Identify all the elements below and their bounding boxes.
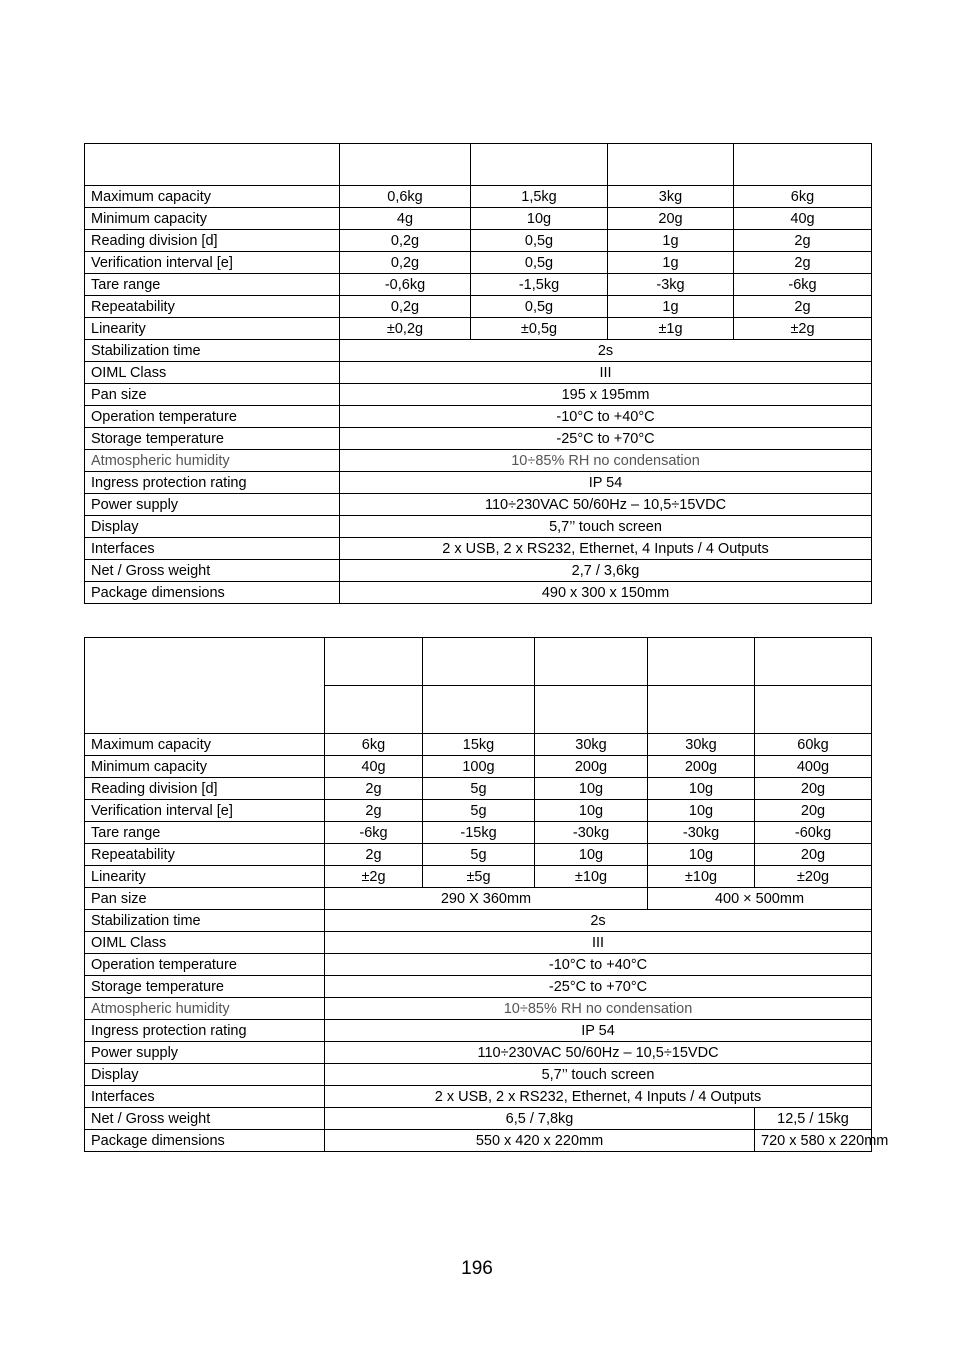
header-cell <box>755 686 872 734</box>
cell: 40g <box>734 208 872 230</box>
table-row <box>85 1064 872 1086</box>
cell: -10°C to +40°C <box>325 954 872 976</box>
table-row <box>85 384 872 406</box>
cell: 490 x 300 x 150mm <box>340 582 872 604</box>
cell: 100g <box>423 756 535 778</box>
row-label: Pan size <box>85 384 340 406</box>
cell: IP 54 <box>340 472 872 494</box>
cell: 3kg <box>608 186 734 208</box>
cell: ±2g <box>734 318 872 340</box>
header-cell <box>648 638 755 686</box>
cell: 0,6kg <box>340 186 471 208</box>
cell: 10g <box>535 778 648 800</box>
cell: 0,5g <box>471 230 608 252</box>
table-row <box>85 494 872 516</box>
cell: 200g <box>535 756 648 778</box>
table-row <box>85 582 872 604</box>
table-row <box>85 428 872 450</box>
cell: 1,5kg <box>471 186 608 208</box>
cell: 2 x USB, 2 x RS232, Ethernet, 4 Inputs / 4 Outputs <box>340 538 872 560</box>
cell: 10g <box>535 844 648 866</box>
row-label: Power supply <box>85 494 340 516</box>
cell: 10g <box>471 208 608 230</box>
cell: 290 X 360mm <box>325 888 648 910</box>
cell: 110÷230VAC 50/60Hz – 10,5÷15VDC <box>340 494 872 516</box>
row-label: Atmospheric humidity <box>85 998 325 1020</box>
header-cell <box>325 638 423 686</box>
cell: 20g <box>755 800 872 822</box>
cell: 195 x 195mm <box>340 384 872 406</box>
cell: -25°C to +70°C <box>340 428 872 450</box>
row-label: Display <box>85 1064 325 1086</box>
row-label: Pan size <box>85 888 325 910</box>
table-row <box>85 844 872 866</box>
header-cell <box>325 686 423 734</box>
cell: 2g <box>734 296 872 318</box>
table-row <box>85 734 872 756</box>
table-row <box>85 1130 872 1152</box>
row-label: Stabilization time <box>85 340 340 362</box>
cell: 0,2g <box>340 252 471 274</box>
cell: 40g <box>325 756 423 778</box>
row-label: Verification interval [e] <box>85 252 340 274</box>
cell: 1g <box>608 230 734 252</box>
cell: III <box>340 362 872 384</box>
cell: -6kg <box>734 274 872 296</box>
cell: 5g <box>423 800 535 822</box>
cell: 30kg <box>535 734 648 756</box>
cell: 15kg <box>423 734 535 756</box>
cell: 6,5 / 7,8kg <box>325 1108 755 1130</box>
cell: 0,2g <box>340 296 471 318</box>
cell: 10g <box>648 844 755 866</box>
table-row <box>85 252 872 274</box>
cell: ±10g <box>648 866 755 888</box>
cell: ±5g <box>423 866 535 888</box>
row-label: Atmospheric humidity <box>85 450 340 472</box>
cell: ±1g <box>608 318 734 340</box>
header-cell <box>471 144 608 186</box>
table-header-row <box>85 144 872 186</box>
cell: 1g <box>608 296 734 318</box>
cell: -15kg <box>423 822 535 844</box>
row-label: Package dimensions <box>85 582 340 604</box>
header-cell <box>423 686 535 734</box>
table-row <box>85 560 872 582</box>
cell: 20g <box>608 208 734 230</box>
table-row <box>85 362 872 384</box>
table-row <box>85 800 872 822</box>
cell: -60kg <box>755 822 872 844</box>
cell: 10g <box>648 778 755 800</box>
header-cell <box>755 638 872 686</box>
cell: 20g <box>755 778 872 800</box>
cell: 10÷85% RH no condensation <box>325 998 872 1020</box>
row-label: OIML Class <box>85 932 325 954</box>
header-cell <box>423 638 535 686</box>
header-cell <box>648 686 755 734</box>
row-label: Reading division [d] <box>85 230 340 252</box>
table-header-row <box>85 638 872 686</box>
cell: -30kg <box>535 822 648 844</box>
spec-table-2 <box>84 637 889 1152</box>
row-label: Storage temperature <box>85 976 325 998</box>
cell: ±0,5g <box>471 318 608 340</box>
table-row <box>85 822 872 844</box>
row-label: Maximum capacity <box>85 734 325 756</box>
cell: III <box>325 932 872 954</box>
spec-table-1 <box>84 143 872 604</box>
row-label: Storage temperature <box>85 428 340 450</box>
table-row <box>85 910 872 932</box>
row-label: Maximum capacity <box>85 186 340 208</box>
table-row <box>85 1020 872 1042</box>
cell: 1g <box>608 252 734 274</box>
cell: -3kg <box>608 274 734 296</box>
row-label: Operation temperature <box>85 954 325 976</box>
cell: 0,5g <box>471 252 608 274</box>
cell: 2s <box>325 910 872 932</box>
row-label: Net / Gross weight <box>85 1108 325 1130</box>
table-row <box>85 1108 872 1130</box>
cell: 720 x 580 x 220mm <box>755 1130 872 1152</box>
row-label: Power supply <box>85 1042 325 1064</box>
row-label: Display <box>85 516 340 538</box>
cell: -1,5kg <box>471 274 608 296</box>
page-number: 196 <box>461 1258 493 1279</box>
table-row <box>85 538 872 560</box>
cell: 0,2g <box>340 230 471 252</box>
table-row <box>85 208 872 230</box>
table-row <box>85 866 872 888</box>
cell: 6kg <box>734 186 872 208</box>
row-label: Net / Gross weight <box>85 560 340 582</box>
cell: 400g <box>755 756 872 778</box>
table-row <box>85 976 872 998</box>
cell: 110÷230VAC 50/60Hz – 10,5÷15VDC <box>325 1042 872 1064</box>
table-row <box>85 296 872 318</box>
cell: 5g <box>423 778 535 800</box>
table-row <box>85 998 872 1020</box>
cell: ±2g <box>325 866 423 888</box>
cell: 2 x USB, 2 x RS232, Ethernet, 4 Inputs / 4 Outputs <box>325 1086 872 1108</box>
row-label: Interfaces <box>85 538 340 560</box>
cell: 2s <box>340 340 872 362</box>
row-label: Repeatability <box>85 296 340 318</box>
table-row <box>85 888 872 910</box>
header-cell <box>535 638 648 686</box>
cell: -25°C to +70°C <box>325 976 872 998</box>
cell: 2g <box>325 778 423 800</box>
cell: ±20g <box>755 866 872 888</box>
row-label: Ingress protection rating <box>85 1020 325 1042</box>
row-label: OIML Class <box>85 362 340 384</box>
cell: 6kg <box>325 734 423 756</box>
table-row <box>85 450 872 472</box>
header-cell <box>85 144 340 186</box>
header-cell <box>734 144 872 186</box>
row-label: Operation temperature <box>85 406 340 428</box>
cell: 200g <box>648 756 755 778</box>
cell: IP 54 <box>325 1020 872 1042</box>
header-cell <box>608 144 734 186</box>
cell: 550 x 420 x 220mm <box>325 1130 755 1152</box>
row-label: Repeatability <box>85 844 325 866</box>
cell: 2g <box>734 252 872 274</box>
row-label: Reading division [d] <box>85 778 325 800</box>
cell: 5g <box>423 844 535 866</box>
table-row <box>85 472 872 494</box>
header-cell <box>535 686 648 734</box>
table-row <box>85 778 872 800</box>
row-label: Package dimensions <box>85 1130 325 1152</box>
cell: -30kg <box>648 822 755 844</box>
table-row <box>85 186 872 208</box>
cell: 60kg <box>755 734 872 756</box>
table-row <box>85 516 872 538</box>
cell: 5,7’’ touch screen <box>340 516 872 538</box>
cell: 30kg <box>648 734 755 756</box>
cell: 2,7 / 3,6kg <box>340 560 872 582</box>
row-label: Linearity <box>85 318 340 340</box>
cell: 10g <box>535 800 648 822</box>
table-row <box>85 932 872 954</box>
row-label: Verification interval [e] <box>85 800 325 822</box>
row-label: Tare range <box>85 822 325 844</box>
table-row <box>85 340 872 362</box>
row-label: Ingress protection rating <box>85 472 340 494</box>
cell: -0,6kg <box>340 274 471 296</box>
cell: 400 × 500mm <box>648 888 872 910</box>
table-row <box>85 954 872 976</box>
cell: 10g <box>648 800 755 822</box>
cell: -6kg <box>325 822 423 844</box>
table-row <box>85 756 872 778</box>
cell: 2g <box>734 230 872 252</box>
cell: 2g <box>325 800 423 822</box>
row-label: Tare range <box>85 274 340 296</box>
row-label: Minimum capacity <box>85 208 340 230</box>
table-row <box>85 230 872 252</box>
table-row <box>85 318 872 340</box>
cell: 20g <box>755 844 872 866</box>
row-label: Minimum capacity <box>85 756 325 778</box>
header-cell <box>85 638 325 734</box>
header-cell <box>340 144 471 186</box>
table-row <box>85 406 872 428</box>
cell: 12,5 / 15kg <box>755 1108 872 1130</box>
row-label: Stabilization time <box>85 910 325 932</box>
table-row <box>85 274 872 296</box>
cell: 0,5g <box>471 296 608 318</box>
cell: 10÷85% RH no condensation <box>340 450 872 472</box>
row-label: Interfaces <box>85 1086 325 1108</box>
cell: 2g <box>325 844 423 866</box>
table-row <box>85 1042 872 1064</box>
row-label: Linearity <box>85 866 325 888</box>
cell: 5,7’’ touch screen <box>325 1064 872 1086</box>
cell: ±10g <box>535 866 648 888</box>
cell: -10°C to +40°C <box>340 406 872 428</box>
cell: 4g <box>340 208 471 230</box>
cell: ±0,2g <box>340 318 471 340</box>
table-row <box>85 1086 872 1108</box>
